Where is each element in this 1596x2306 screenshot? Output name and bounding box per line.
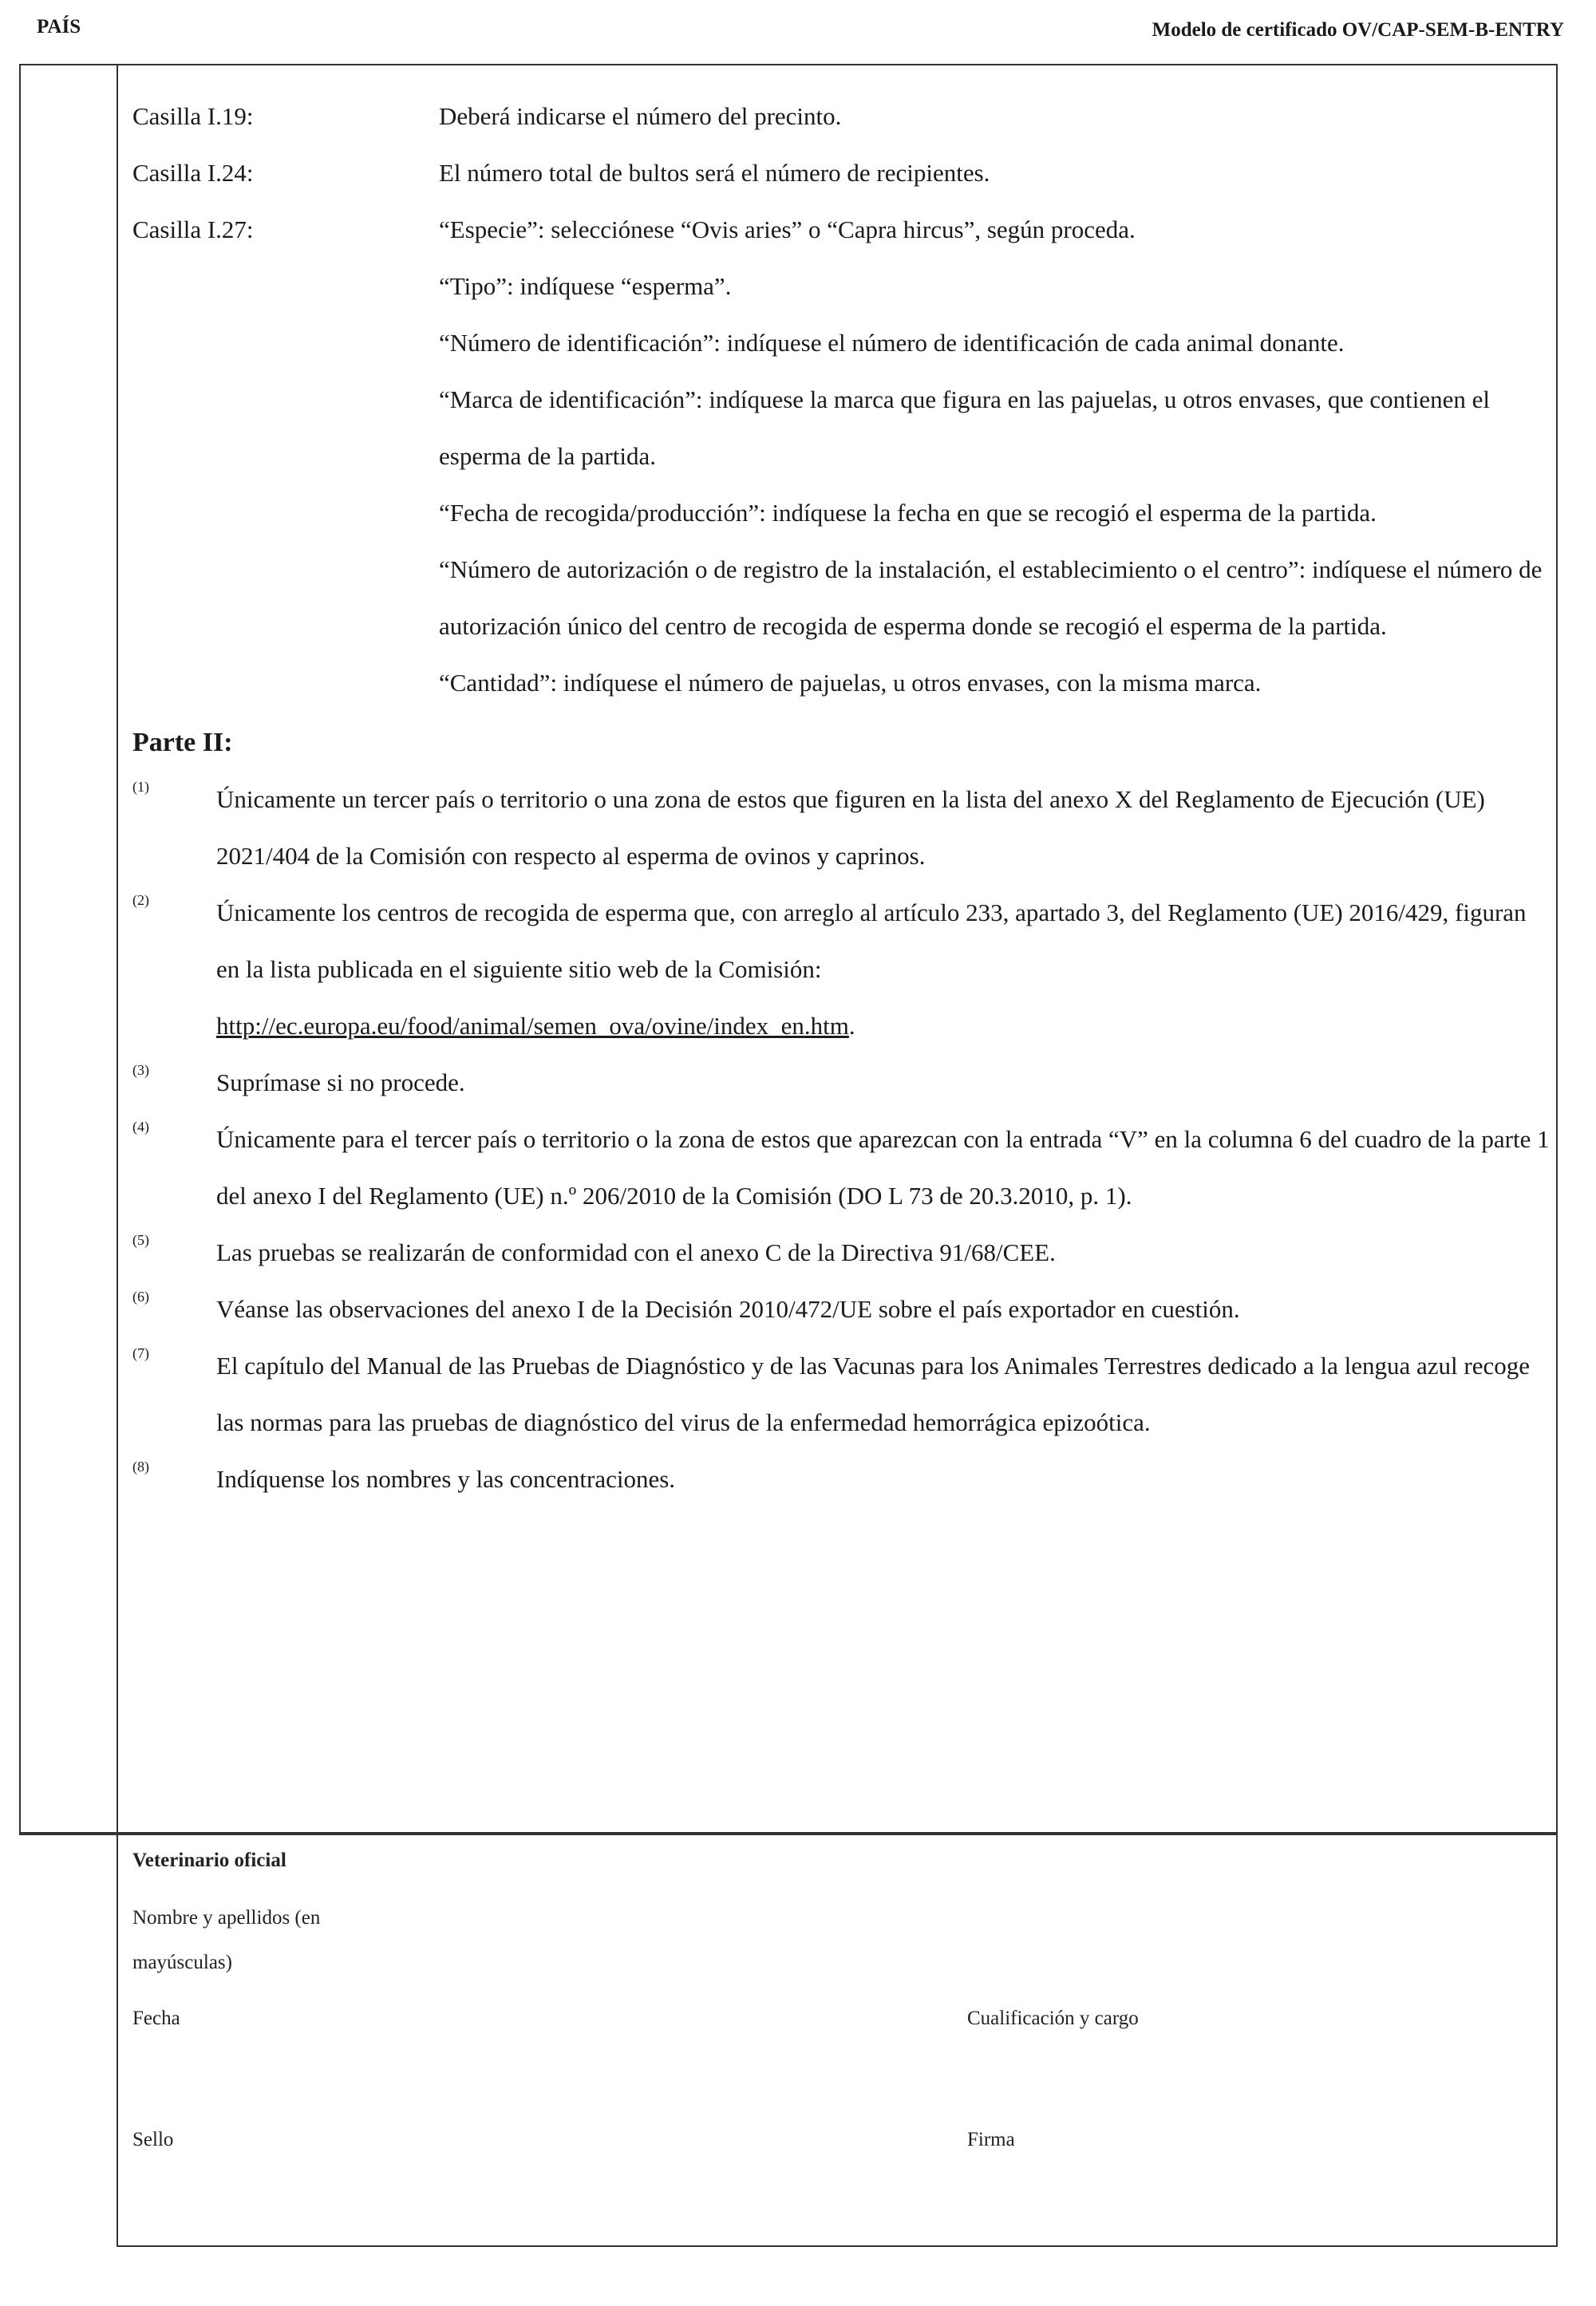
footnote-text: Indíquense los nombres y las concentraciones. <box>216 1465 676 1493</box>
footnote-text: Únicamente un tercer país o territorio o una zona de estos que figuren en la lista del anexo X del Reglamento de Ejecución (UE) 2021/404 de la Comisión con respecto al esperma de ovinos y caprinos. <box>216 785 1485 870</box>
footnote-mark: (5) <box>132 1232 149 1248</box>
casilla-body <box>439 201 1553 711</box>
footnote-text: Únicamente para el tercer país o territorio o la zona de estos que aparezcan con la entrada “V” en la columna 6 del cuadro de la parte 1 del anexo I del Reglamento (UE) n.º 206/2010 de la Comisión (DO L 73 de 20.3.2010, p. 1). <box>216 1125 1550 1210</box>
footnote-text: Únicamente los centros de recogida de esperma que, con arreglo al artículo 233, apartado 3, del Reglamento (UE) 2016/429, figuran en la lista publicada en el siguiente sitio web de la Comisión: <box>216 898 1527 983</box>
footnote <box>132 771 1553 884</box>
casilla-block <box>132 201 1553 711</box>
casilla-paragraph: “Cantidad”: indíquese el número de pajuelas, u otros envases, con la misma marca. <box>439 669 1262 697</box>
casilla-paragraph: “Especie”: selecciónese “Ovis aries” o “Capra hircus”, según proceda. <box>439 215 1136 243</box>
footnote-text: El capítulo del Manual de las Pruebas de Diagnóstico y de las Vacunas para los Animales Terrestres dedicado a la lengua azul recoge las normas para las pruebas de diagnóstico del virus de la enfermedad hemorrágica epizoótica. <box>216 1352 1531 1436</box>
casilla-block <box>132 144 1553 201</box>
casilla-label: Casilla I.19: <box>132 102 254 130</box>
casilla-paragraph: “Tipo”: indíquese “esperma”. <box>439 272 732 300</box>
commission-website-link[interactable]: http://ec.europa.eu/food/animal/semen_ova/ovine/index_en.htm <box>216 1012 849 1040</box>
casilla-paragraph: “Número de autorización o de registro de la instalación, el establecimiento o el centro”: indíquese el número de autorización único del centro de recogida de esperma donde se recogió el esperma de la partida. <box>439 555 1543 640</box>
casilla-block <box>132 88 1553 144</box>
footnote-mark: (2) <box>132 892 149 908</box>
signature-frame <box>117 1832 1558 2247</box>
casilla-paragraph: Deberá indicarse el número del precinto. <box>439 102 842 130</box>
part-ii-title: Parte II: <box>132 728 233 757</box>
footnote-mark: (3) <box>132 1062 149 1078</box>
casilla-label: Casilla I.24: <box>132 159 254 187</box>
footnote-mark: (7) <box>132 1345 149 1361</box>
veterinarian-title: Veterinario oficial <box>132 1850 286 1871</box>
footnote-text: Suprímase si no procede. <box>216 1068 465 1096</box>
casilla-paragraph: El número total de bultos será el número de recipientes. <box>439 159 990 187</box>
footnote-mark: (4) <box>132 1119 149 1135</box>
signature-label: Firma <box>967 2129 1015 2150</box>
casilla-label: Casilla I.27: <box>132 215 254 243</box>
footnote <box>132 1224 1553 1281</box>
footnote <box>132 884 1553 1054</box>
date-label: Fecha <box>132 2008 180 2029</box>
footnote <box>132 1111 1553 1224</box>
casilla-body <box>439 88 1553 144</box>
footnote-period: . <box>848 1012 855 1040</box>
footnote <box>132 1451 1553 1507</box>
certificate-model: Modelo de certificado OV/CAP-SEM-B-ENTRY <box>1152 19 1564 41</box>
casilla-paragraph: “Marca de identificación”: indíquese la marca que figura en las pajuelas, u otros envases, que contienen el esperma de la partida. <box>439 385 1490 470</box>
casilla-paragraph: “Fecha de recogida/producción”: indíquese la fecha en que se recogió el esperma de la partida. <box>439 499 1377 527</box>
footnote <box>132 1281 1553 1337</box>
casilla-paragraph: “Número de identificación”: indíquese el número de identificación de cada animal donante. <box>439 329 1345 357</box>
footnote <box>132 1337 1553 1451</box>
footnote-mark: (1) <box>132 779 149 795</box>
name-label: Nombre y apellidos (en mayúsculas) <box>132 1907 321 1973</box>
footnote-text: Las pruebas se realizarán de conformidad con el anexo C de la Directiva 91/68/CEE. <box>216 1238 1056 1266</box>
left-margin-divider <box>117 64 118 1832</box>
notes-section <box>132 88 1553 1507</box>
header-country: PAÍS <box>37 16 81 38</box>
seal-label: Sello <box>132 2129 174 2150</box>
footnote-mark: (8) <box>132 1459 149 1475</box>
qualification-label: Cualificación y cargo <box>967 2008 1139 2029</box>
footnote-mark: (6) <box>132 1289 149 1305</box>
footnote-text: Véanse las observaciones del anexo I de la Decisión 2010/472/UE sobre el país exportador en cuestión. <box>216 1295 1240 1323</box>
footnote-body <box>216 884 1553 1054</box>
footnote <box>132 1054 1553 1111</box>
casilla-body <box>439 144 1553 201</box>
